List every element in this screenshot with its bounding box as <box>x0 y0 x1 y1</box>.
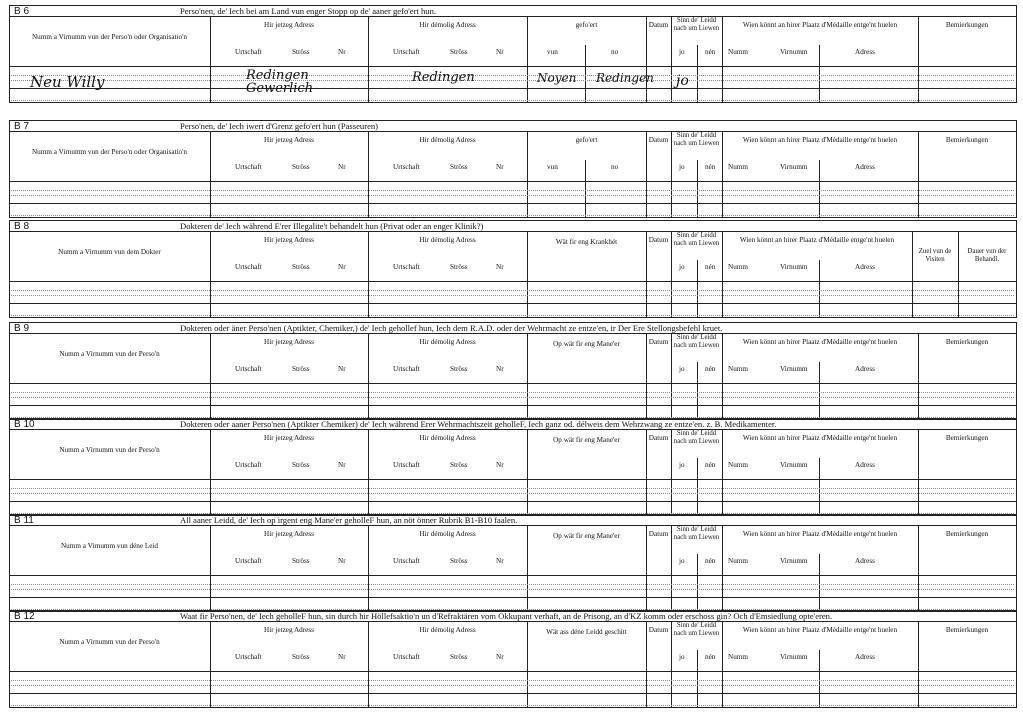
town-label: Urtschaft <box>393 653 420 661</box>
subcolumn-rule <box>819 45 820 102</box>
row-rule <box>9 303 1016 304</box>
yes-label: jo <box>679 653 685 661</box>
section-top-rule <box>9 220 1016 221</box>
title-band-rule <box>9 333 1016 334</box>
to-label: no <box>611 48 619 56</box>
number-label: Nr <box>338 461 346 469</box>
header-body-rule <box>9 383 1016 384</box>
life-danger-label: Sinn de' Leidd nach um Liewen <box>673 526 720 541</box>
street-label: Ströss <box>292 263 310 271</box>
column-rule <box>912 231 913 317</box>
dotted-line <box>11 493 1014 494</box>
handwritten-former-address: Redingen <box>412 70 475 85</box>
subcolumn-rule <box>819 458 820 515</box>
section-bottom-rule <box>9 317 1016 318</box>
header-body-rule <box>9 575 1016 576</box>
life-danger-label: Sinn de' Leidd nach um Liewen <box>673 132 720 147</box>
life-danger-label: Sinn de' Leidd nach um Liewen <box>673 232 720 247</box>
section-right-rule <box>1016 322 1017 420</box>
section-top-rule <box>9 120 1016 121</box>
current-address-label: Hir jetzeg Adress <box>264 338 314 346</box>
person-column-label: Numm a Virnumm vun déne Leid <box>60 542 159 550</box>
number-label: Nr <box>338 365 346 373</box>
handwritten-name: Neu Willy <box>30 73 105 91</box>
row-rule <box>9 597 1016 598</box>
medal-recipient-label: Wien könnt an hirer Plaatz d'Médaille entge'nt huelen <box>742 136 898 144</box>
current-address-label: Hir jetzeg Adress <box>264 136 314 144</box>
dotted-line <box>11 488 1014 489</box>
subcolumn-rule <box>819 260 820 317</box>
town-label: Urtschaft <box>235 653 262 661</box>
no-label: nén <box>705 461 716 469</box>
dotted-line <box>11 589 1014 590</box>
town-label: Urtschaft <box>235 461 262 469</box>
name-label: Numm <box>728 653 748 661</box>
no-label: nén <box>705 263 716 271</box>
section-code: B 6 <box>14 6 30 17</box>
header-body-rule <box>9 181 1016 182</box>
street-label: Ströss <box>292 461 310 469</box>
town-label: Urtschaft <box>235 557 262 565</box>
header-body-rule <box>9 66 1016 67</box>
town-label: Urtschaft <box>235 365 262 373</box>
title-band-rule <box>9 621 1016 622</box>
name-label: Numm <box>728 461 748 469</box>
street-label: Ströss <box>292 653 310 661</box>
life-danger-label: Sinn de' Leidd nach um Liewen <box>673 430 720 445</box>
first-name-label: Virnumm <box>780 163 808 171</box>
street-label: Ströss <box>450 163 468 171</box>
extra-column-label: Op wät fir eng Mane'er <box>553 340 620 348</box>
dotted-line <box>11 215 1014 216</box>
town-label: Urtschaft <box>393 365 420 373</box>
subcolumn-rule <box>819 160 820 217</box>
medal-recipient-label: Wien könnt an hirer Plaatz d'Médaille entge'nt huelen <box>742 21 898 29</box>
section-bottom-rule <box>9 102 1016 103</box>
first-name-label: Virnumm <box>780 365 808 373</box>
address-label: Adress <box>855 557 875 565</box>
title-band-rule <box>9 16 1016 17</box>
name-label: Numm <box>728 163 748 171</box>
handwritten-from: Noyen <box>537 71 577 85</box>
row-rule <box>9 693 1016 694</box>
dotted-line <box>11 315 1014 316</box>
section-code: B 9 <box>14 323 30 334</box>
column-rule <box>958 231 959 317</box>
town-label: Urtschaft <box>393 461 420 469</box>
town-label: Urtschaft <box>393 263 420 271</box>
subcolumn-rule <box>819 554 820 611</box>
address-label: Adress <box>855 48 875 56</box>
first-name-label: Virnumm <box>780 461 808 469</box>
date-label: Datum <box>648 434 669 442</box>
subcolumn-rule <box>585 45 586 102</box>
address-label: Adress <box>855 263 875 271</box>
date-label: Datum <box>648 236 669 244</box>
town-label: Urtschaft <box>393 163 420 171</box>
remarks-label: Bemierkungen <box>945 338 989 346</box>
row-rule <box>9 88 1016 89</box>
no-label: nén <box>705 48 716 56</box>
date-label: Datum <box>648 136 669 144</box>
name-label: Numm <box>728 263 748 271</box>
yes-label: jo <box>679 48 685 56</box>
number-label: Nr <box>338 48 346 56</box>
column-rule <box>722 621 723 707</box>
no-label: nén <box>705 163 716 171</box>
number-label: Nr <box>496 557 504 565</box>
column-rule <box>722 333 723 419</box>
yes-label: jo <box>679 461 685 469</box>
dotted-line <box>11 397 1014 398</box>
medal-recipient-label: Wien könnt an hirer Plaatz d'Médaille entge'nt huelen <box>742 530 898 538</box>
column-rule <box>722 16 723 102</box>
section-top-rule <box>9 5 1016 6</box>
subcolumn-rule <box>697 260 698 317</box>
handwritten-yes: jo <box>676 73 689 89</box>
column-rule <box>722 231 723 317</box>
remarks-label: Bemierkungen <box>945 21 989 29</box>
yes-label: jo <box>679 365 685 373</box>
title-band-rule <box>9 525 1016 526</box>
section-title: Perso'nen, de' Iech bei am Land vun enger Stopp op de' aaner gefo'ert hun. <box>180 6 437 16</box>
address-label: Adress <box>855 461 875 469</box>
address-label: Adress <box>855 653 875 661</box>
visits-count-label: Zuel vun de Visiten <box>918 248 952 264</box>
handwritten-current-address: Redingen Gewerlich <box>246 68 314 96</box>
remarks-label: Bemierkungen <box>945 136 989 144</box>
transported-label: gefo'ert <box>575 21 598 29</box>
street-label: Ströss <box>450 461 468 469</box>
column-rule <box>722 429 723 515</box>
dotted-line <box>11 584 1014 585</box>
medal-recipient-label: Wien könnt an hirer Plaatz d'Médaille entge'nt huelen <box>742 434 898 442</box>
street-label: Ströss <box>292 365 310 373</box>
dotted-line <box>11 680 1014 681</box>
section-title: Dokteren de' Iech während E'rer Illegalite't behandelt hun (Privat oder an enger Klinik?) <box>180 221 484 231</box>
address-label: Adress <box>855 163 875 171</box>
dotted-line <box>11 190 1014 191</box>
street-label: Ströss <box>292 48 310 56</box>
name-label: Numm <box>728 48 748 56</box>
header-body-rule <box>9 671 1016 672</box>
no-label: nén <box>705 557 716 565</box>
dotted-line <box>11 705 1014 706</box>
column-rule <box>722 131 723 217</box>
yes-label: jo <box>679 263 685 271</box>
former-address-label: Hir démolig Adress <box>419 136 476 144</box>
yes-label: jo <box>679 163 685 171</box>
column-rule <box>527 525 528 611</box>
section-title: Perso'nen, de' Iech iwert d'Grenz gefo'ert hun (Passeuren) <box>180 121 379 131</box>
column-rule <box>527 333 528 419</box>
subcolumn-rule <box>697 458 698 515</box>
remarks-label: Bemierkungen <box>945 530 989 538</box>
town-label: Urtschaft <box>235 163 262 171</box>
dotted-line <box>11 685 1014 686</box>
extra-column-label: Op wät fir eng Mane'er <box>553 436 620 444</box>
subcolumn-rule <box>697 160 698 217</box>
date-label: Datum <box>648 338 669 346</box>
column-rule <box>527 429 528 515</box>
current-address-label: Hir jetzeg Adress <box>264 21 314 29</box>
dotted-line <box>11 75 1014 76</box>
first-name-label: Virnumm <box>780 263 808 271</box>
number-label: Nr <box>338 557 346 565</box>
remarks-label: Bemierkungen <box>945 434 989 442</box>
person-column-label: Numm a Virnumm vun dem Dokter <box>58 248 161 256</box>
first-name-label: Virnumm <box>780 557 808 565</box>
dotted-line <box>11 295 1014 296</box>
section-code: B 7 <box>14 121 30 132</box>
extra-column-label: Wät fir eng Krankhét <box>555 238 618 246</box>
to-label: no <box>611 163 619 171</box>
section-right-rule <box>1016 514 1017 612</box>
number-label: Nr <box>496 48 504 56</box>
section-right-rule <box>1016 220 1017 318</box>
number-label: Nr <box>338 263 346 271</box>
extra-column-label: Op wät fir eng Mane'er <box>553 532 620 540</box>
medal-recipient-label: Wien könnt an hirer Plaatz d'Médaille entge'nt huelen <box>739 236 895 244</box>
person-column-label: Numm a Virnumm vun der Perso'n oder Organisatio'n <box>31 33 187 41</box>
street-label: Ströss <box>450 653 468 661</box>
street-label: Ströss <box>292 163 310 171</box>
transported-label: gefo'ert <box>575 136 598 144</box>
life-danger-label: Sinn de' Leidd nach um Liewen <box>673 622 720 637</box>
remarks-label: Bemierkungen <box>945 626 989 634</box>
column-rule <box>527 231 528 317</box>
dotted-line <box>11 195 1014 196</box>
street-label: Ströss <box>450 48 468 56</box>
section-title: Dokteren oder äner Perso'nen (Aptikter, Chemiker,) de' Iech gehollef hun, Iech dem R.A.D. oder der Wehrmacht ze entze'en, ir Der Ere Stellongsbefehl kruet. <box>180 323 723 333</box>
header-body-rule <box>9 281 1016 282</box>
town-label: Urtschaft <box>393 48 420 56</box>
section-title: Waat fir Perso'nen, de' Iech geholleF hun, sin durch hir Höllefsaktio'n un d'Refraktären vom Okkupant verhaft, an de Prisong, an d'KZ komm oder erschoss gin? Och d'Emsiedlung opte'eren. <box>180 611 833 621</box>
subcolumn-rule <box>585 160 586 217</box>
section-right-rule <box>1016 5 1017 103</box>
title-band-rule <box>9 131 1016 132</box>
title-band-rule <box>9 429 1016 430</box>
former-address-label: Hir démolig Adress <box>419 626 476 634</box>
address-label: Adress <box>855 365 875 373</box>
person-column-label: Numm a Virnumm vun der Perso'n <box>59 350 160 358</box>
column-rule <box>527 621 528 707</box>
first-name-label: Virnumm <box>780 653 808 661</box>
town-label: Urtschaft <box>235 263 262 271</box>
town-label: Urtschaft <box>235 48 262 56</box>
section-title: Dokteren oder aaner Perso'nen (Aptikter Chemiker) de' Iech während Erer Wehrmachtszeit geholleF, Iech ganz od. délweis dem Wehrzwang ze entze'en. z. B. Medikamenter. <box>180 419 777 429</box>
current-address-label: Hir jetzeg Adress <box>264 236 314 244</box>
column-rule <box>722 525 723 611</box>
treatment-duration-label: Dauer vun der Behandl. <box>967 248 1007 264</box>
section-code: B 8 <box>14 221 30 232</box>
row-rule <box>9 405 1016 406</box>
yes-label: jo <box>679 557 685 565</box>
street-label: Ströss <box>450 263 468 271</box>
dotted-line <box>11 100 1014 101</box>
street-label: Ströss <box>450 557 468 565</box>
row-rule <box>9 203 1016 204</box>
former-address-label: Hir démolig Adress <box>419 21 476 29</box>
section-code: B 10 <box>14 419 35 430</box>
subcolumn-rule <box>697 554 698 611</box>
dotted-line <box>11 392 1014 393</box>
name-label: Numm <box>728 365 748 373</box>
former-address-label: Hir démolig Adress <box>419 236 476 244</box>
handwritten-to: Redingen <box>596 71 654 85</box>
person-column-label: Numm a Virnumm vun der Perso'n oder Organisatio'n <box>31 148 187 156</box>
subcolumn-rule <box>819 650 820 707</box>
section-code: B 11 <box>14 515 34 526</box>
number-label: Nr <box>496 263 504 271</box>
date-label: Datum <box>648 626 669 634</box>
date-label: Datum <box>648 530 669 538</box>
subcolumn-rule <box>697 362 698 419</box>
no-label: nén <box>705 365 716 373</box>
person-column-label: Numm a Virnumm vun der Perso'n <box>59 638 160 646</box>
number-label: Nr <box>338 163 346 171</box>
from-label: vun <box>547 163 558 171</box>
number-label: Nr <box>338 653 346 661</box>
section-right-rule <box>1016 120 1017 218</box>
first-name-label: Virnumm <box>780 48 808 56</box>
section-right-rule <box>1016 418 1017 516</box>
current-address-label: Hir jetzeg Adress <box>264 530 314 538</box>
section-title: All aaner Leidd, de' Iech op irgent eng Mane'er geholleF hun, an nöt önner Rubrik B1-B10 faalen. <box>180 515 518 525</box>
medal-recipient-label: Wien könnt an hirer Plaatz d'Médaille entge'nt huelen <box>742 338 898 346</box>
town-label: Urtschaft <box>393 557 420 565</box>
street-label: Ströss <box>292 557 310 565</box>
subcolumn-rule <box>697 45 698 102</box>
name-label: Numm <box>728 557 748 565</box>
former-address-label: Hir démolig Adress <box>419 338 476 346</box>
dotted-line <box>11 290 1014 291</box>
medal-recipient-label: Wien könnt an hirer Plaatz d'Médaille entge'nt huelen <box>742 626 898 634</box>
from-label: vun <box>547 48 558 56</box>
current-address-label: Hir jetzeg Adress <box>264 434 314 442</box>
section-bottom-rule <box>9 707 1016 708</box>
header-body-rule <box>9 479 1016 480</box>
section-code: B 12 <box>14 611 35 622</box>
title-band-rule <box>9 231 1016 232</box>
number-label: Nr <box>496 461 504 469</box>
current-address-label: Hir jetzeg Adress <box>264 626 314 634</box>
subcolumn-rule <box>697 650 698 707</box>
subcolumn-rule <box>819 362 820 419</box>
life-danger-label: Sinn de' Leidd nach um Liewen <box>673 334 720 349</box>
section-right-rule <box>1016 610 1017 708</box>
number-label: Nr <box>496 365 504 373</box>
row-rule <box>9 501 1016 502</box>
person-column-label: Numm a Virnumm vun der Perso'n <box>59 446 160 454</box>
date-label: Datum <box>648 21 669 29</box>
number-label: Nr <box>496 163 504 171</box>
former-address-label: Hir démolig Adress <box>419 530 476 538</box>
life-danger-label: Sinn de' Leidd nach um Liewen <box>673 17 720 32</box>
street-label: Ströss <box>450 365 468 373</box>
former-address-label: Hir démolig Adress <box>419 434 476 442</box>
section-bottom-rule <box>9 217 1016 218</box>
extra-column-label: Wät ass déne Leidd geschitt <box>546 628 627 636</box>
no-label: nén <box>705 653 716 661</box>
dotted-line <box>11 80 1014 81</box>
number-label: Nr <box>496 653 504 661</box>
